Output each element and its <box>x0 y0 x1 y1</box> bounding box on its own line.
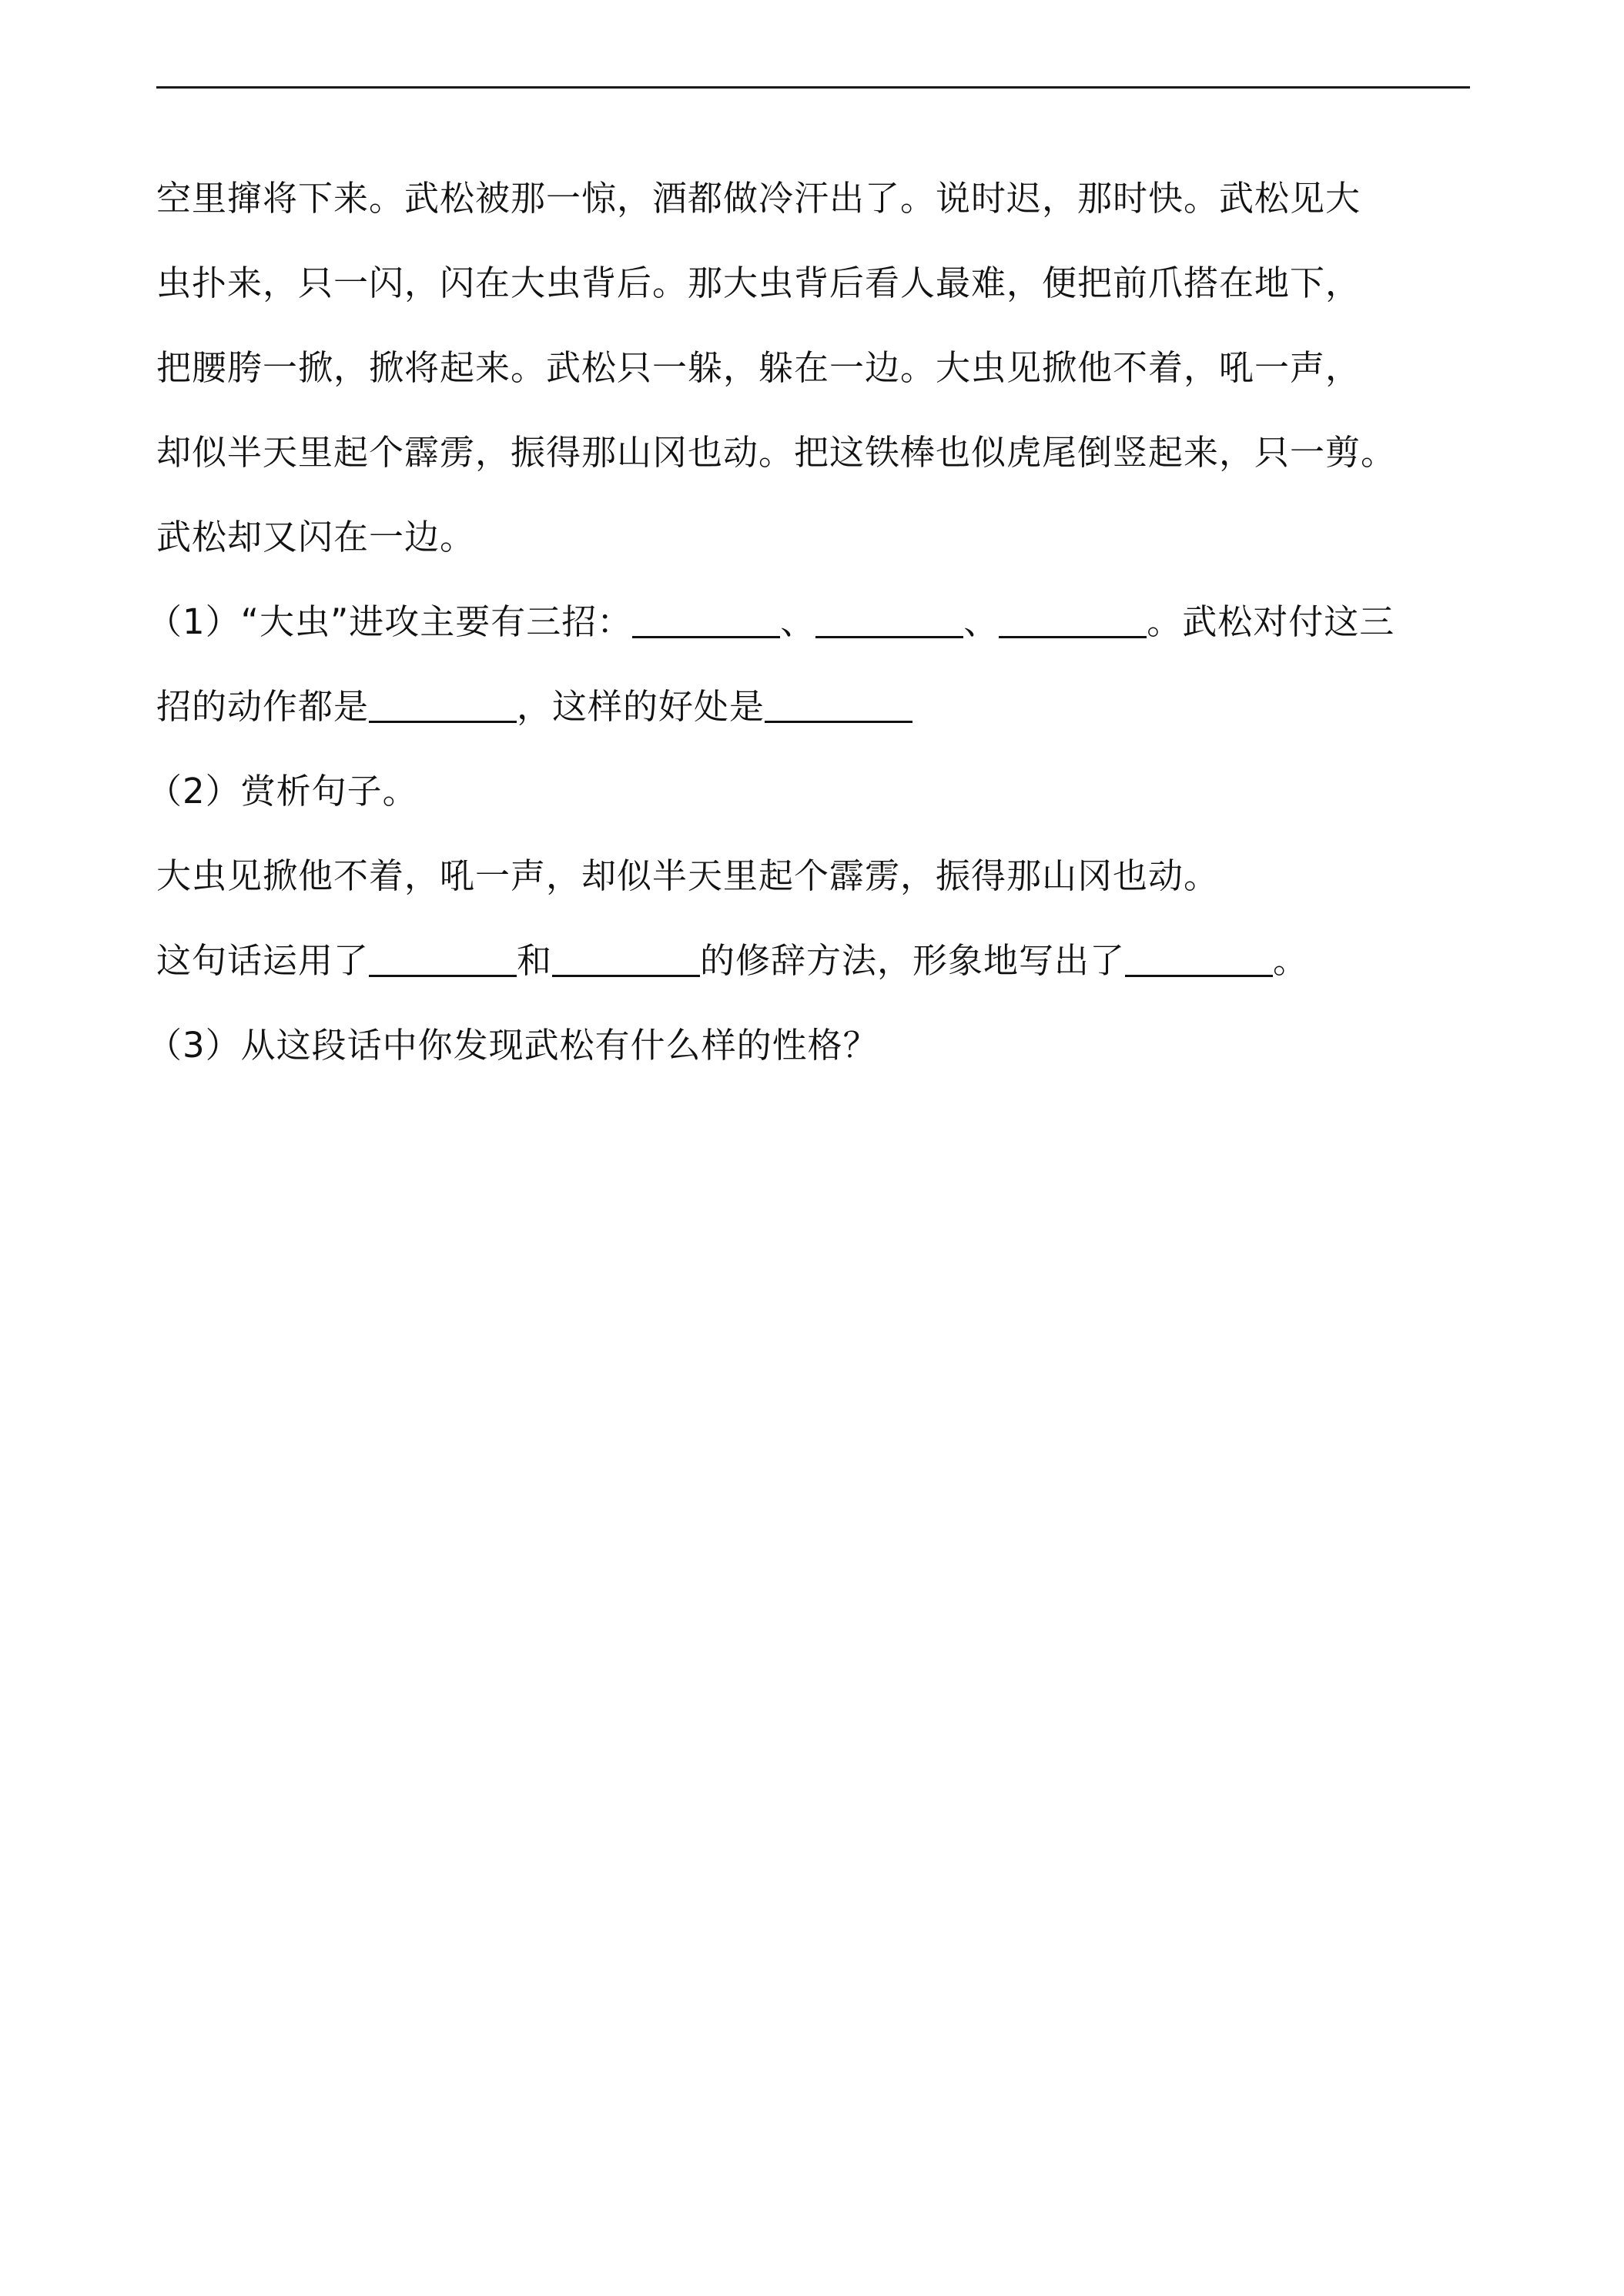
question-3 <box>147 1019 1481 1103</box>
question-2-fill-line <box>156 934 1481 1019</box>
question-2-prompt-and: 和 <box>517 940 553 981</box>
answer-blank[interactable] <box>369 941 517 977</box>
content <box>147 172 1481 1103</box>
question-2-prompt-continued: 的修辞方法，形象地写出了 <box>700 940 1126 981</box>
question-3-title: （3）从这段话中你发现武松有什么样的性格？ <box>147 1025 879 1066</box>
answer-blank[interactable] <box>552 941 700 977</box>
question-1-line-1 <box>147 595 1481 680</box>
passage <box>156 172 1481 595</box>
passage-line: 却似半天里起个霹雳，振得那山冈也动。把这铁棒也似虎尾倒竖起来，只一剪。 <box>156 432 1397 473</box>
question-2-prompt: 这句话运用了 <box>156 940 370 981</box>
answer-blank[interactable] <box>815 602 963 638</box>
answer-blank[interactable] <box>1125 941 1273 977</box>
header-rule <box>156 86 1470 89</box>
question-1-line-2 <box>156 680 1481 765</box>
answer-blank[interactable] <box>999 602 1147 638</box>
question-2-prompt-end: 。 <box>1273 940 1309 981</box>
passage-line: 把腰胯一掀，掀将起来。武松只一躲，躲在一边。大虫见掀他不着，吼一声， <box>156 347 1361 388</box>
passage-line: 武松却又闪在一边。 <box>156 517 476 557</box>
answer-blank[interactable] <box>632 602 780 638</box>
answer-blank[interactable] <box>765 687 912 723</box>
question-2 <box>147 765 1481 1019</box>
question-1-prompt-continued: 。武松对付这三 <box>1147 601 1395 642</box>
passage-line: 虫扑来，只一闪，闪在大虫背后。那大虫背后看人最难，便把前爪搭在地下， <box>156 263 1361 303</box>
separator: 、 <box>963 601 1000 642</box>
answer-space[interactable] <box>156 1093 1470 2094</box>
separator: 、 <box>780 601 816 642</box>
quoted-sentence: 大虫见掀他不着，吼一声，却似半天里起个霹雳，振得那山冈也动。 <box>156 855 1220 896</box>
question-1-prompt-line-2: 招的动作都是 <box>156 686 370 727</box>
answer-blank[interactable] <box>369 687 517 723</box>
question-1-prompt: （1）“大虫”进攻主要有三招： <box>147 601 633 642</box>
passage-line: 空里撺将下来。武松被那一惊，酒都做冷汗出了。说时迟，那时快。武松见大 <box>156 178 1361 219</box>
question-1-prompt-line-2-continued: ，这样的好处是 <box>517 686 765 727</box>
question-2-title: （2）赏析句子。 <box>147 771 418 812</box>
question-1 <box>147 595 1481 765</box>
